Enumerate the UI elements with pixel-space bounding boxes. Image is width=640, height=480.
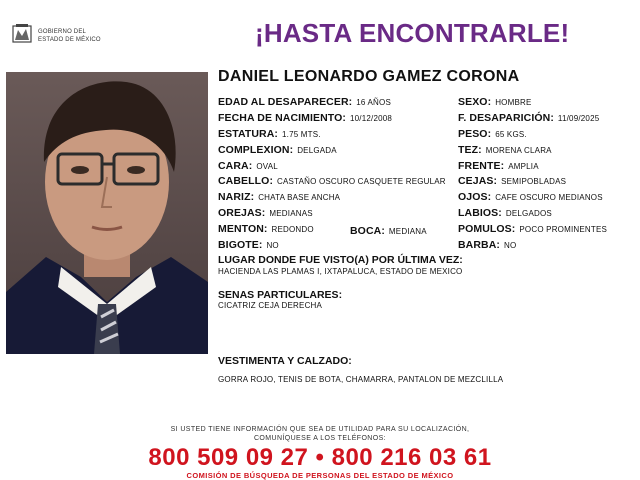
field-value: MORENA CLARA (485, 146, 552, 155)
field-label: OJOS: (458, 191, 492, 203)
field-peso (458, 127, 527, 140)
logo-line-2: ESTADO DE MÉXICO (38, 37, 101, 43)
field-cabello (218, 174, 446, 187)
info-line-2: COMUNÍQUESE A LOS TELÉFONOS: (253, 435, 387, 442)
field-label: CARA: (218, 160, 253, 172)
field-bigote (218, 238, 279, 251)
field-frente (458, 159, 539, 172)
logo-line-1: GOBIERNO DEL (38, 29, 87, 35)
field-ojos (458, 190, 603, 203)
field-complexion (218, 143, 337, 156)
field-value: MEDIANA (388, 227, 427, 236)
field-estatura (218, 127, 321, 140)
field-label: NARIZ: (218, 191, 255, 203)
field-nariz (218, 190, 340, 203)
distinguishing-marks-value: CICATRIZ CEJA DERECHA (218, 301, 323, 310)
field-value: AMPLIA (508, 162, 539, 171)
field-label: POMULOS: (458, 223, 516, 235)
phone-numbers: 800 509 09 27 • 800 216 03 61 (148, 444, 492, 471)
field-tez (458, 143, 552, 156)
field-label: BOCA: (350, 225, 385, 237)
field-value: 11/09/2025 (557, 114, 600, 123)
field-value: NO (266, 241, 279, 250)
field-orejas (218, 206, 313, 219)
field-boca (350, 224, 427, 237)
person-photo (6, 72, 208, 354)
field-label: CEJAS: (458, 175, 498, 187)
field-label: FECHA DE NACIMIENTO: (218, 112, 346, 124)
field-nacimiento (218, 111, 392, 124)
clothing-value: GORRA ROJO, TENIS DE BOTA, CHAMARRA, PANTALON DE MEZCLILLA (218, 375, 504, 384)
field-pomulos (458, 222, 607, 235)
field-label: ESTATURA: (218, 128, 279, 140)
field-labios (458, 206, 552, 219)
field-value: 16 AÑOS (356, 98, 391, 107)
state-seal-icon (10, 22, 34, 46)
field-label: OREJAS: (218, 207, 266, 219)
field-value: DELGADA (297, 146, 337, 155)
field-label: MENTON: (218, 223, 268, 235)
field-label: BARBA: (458, 239, 501, 251)
field-value: 65 KGS. (495, 130, 527, 139)
field-edad (218, 95, 391, 108)
portrait-illustration (6, 72, 208, 354)
field-desaparicion (458, 111, 599, 124)
field-label: BIGOTE: (218, 239, 263, 251)
field-label: COMPLEXION: (218, 144, 294, 156)
field-label: SEXO: (458, 96, 492, 108)
field-cara (218, 159, 278, 172)
field-value: REDONDO (271, 225, 314, 234)
field-label: LABIOS: (458, 207, 502, 219)
field-value: MEDIANAS (269, 209, 313, 218)
field-label: F. DESAPARICIÓN: (458, 112, 554, 124)
field-sexo (458, 95, 532, 108)
field-value: 10/12/2008 (350, 114, 393, 123)
last-seen-label: LUGAR DONDE FUE VISTO(A) POR ÚLTIMA VEZ: (218, 254, 463, 266)
field-menton (218, 222, 314, 235)
field-label: CABELLO: (218, 175, 274, 187)
person-name: DANIEL LEONARDO GAMEZ CORONA (218, 68, 520, 85)
headline: ¡HASTA ENCONTRARLE! (255, 18, 570, 48)
field-label: EDAD AL DESAPARECER: (218, 96, 353, 108)
distinguishing-marks-label: SENAS PARTICULARES: (218, 289, 343, 301)
field-value: HOMBRE (495, 98, 532, 107)
field-value: SEMIPOBLADAS (501, 177, 567, 186)
government-logo (10, 22, 120, 48)
commission-name: COMISIÓN DE BÚSQUEDA DE PERSONAS DEL ESTADO DE MÉXICO (186, 471, 454, 480)
field-value: NO (504, 241, 517, 250)
field-value: CAFE OSCURO MEDIANOS (495, 193, 603, 202)
field-label: TEZ: (458, 144, 482, 156)
field-value: OVAL (256, 162, 278, 171)
field-value: CHATA BASE ANCHA (258, 193, 341, 202)
field-value: 1.75 MTS. (282, 130, 321, 139)
field-label: FRENTE: (458, 160, 505, 172)
field-value: DELGADOS (505, 209, 552, 218)
info-line-1: SI USTED TIENE INFORMACIÓN QUE SEA DE UTILIDAD PARA SU LOCALIZACIÓN, (170, 426, 470, 433)
field-value: CASTAÑO OSCURO CASQUETE REGULAR (277, 177, 446, 186)
field-cejas (458, 174, 566, 187)
field-barba (458, 238, 516, 251)
field-label: PESO: (458, 128, 492, 140)
field-value: POCO PROMINENTES (519, 225, 608, 234)
clothing-label: VESTIMENTA Y CALZADO: (218, 355, 352, 367)
last-seen-value: HACIENDA LAS PLAMAS I, IXTAPALUCA, ESTADO DE MEXICO (218, 267, 463, 276)
